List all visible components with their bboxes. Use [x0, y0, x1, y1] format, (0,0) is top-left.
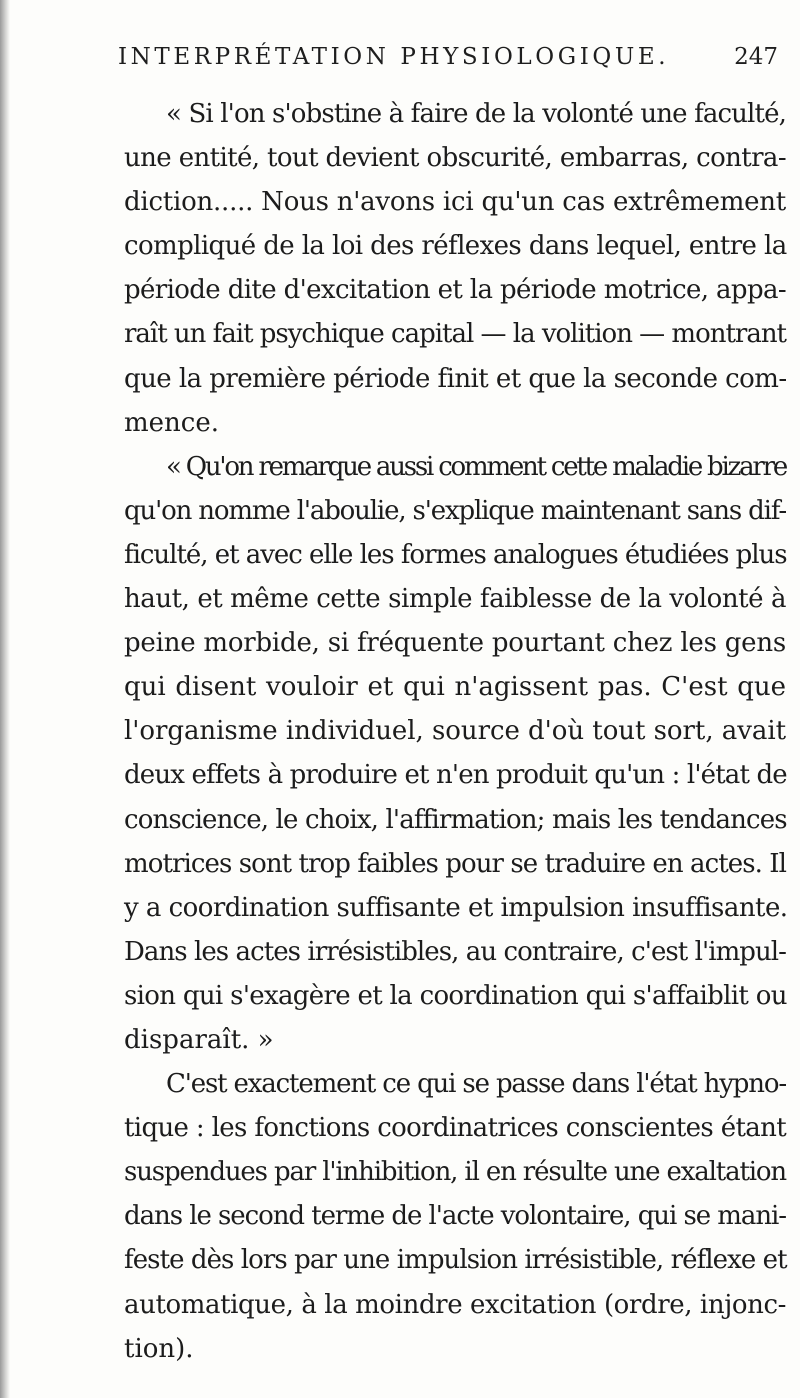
text-line: « Si l'on s'obstine à faire de la volonté une faculté, [166, 99, 786, 129]
text-line: diction..... Nous n'avons ici qu'un cas extrêmement [124, 187, 786, 218]
text-line: automatique, à la moindre excitation (ordre, injonc- [124, 1289, 786, 1320]
text-line: qui disent vouloir et qui n'agissent pas. C'est que [124, 672, 786, 703]
text-line: sion qui s'exagère et la coordination qui s'affaiblit ou [124, 980, 787, 1011]
text-line: C'est exactement ce qui se passe dans l'état hypno- [166, 1069, 787, 1100]
text-line: deux effets à produire et n'en produit qu'un : l'état de [124, 760, 787, 791]
text-line: Dans les actes irrésistibles, au contraire, c'est l'impul- [124, 936, 787, 967]
text-line: conscience, le choix, l'affirmation; mais les tendances [124, 804, 787, 835]
text-line: ficulté, et avec elle les formes analogues étudiées plus [124, 539, 787, 570]
body-text [124, 92, 786, 1371]
text-line: disparaît. » [124, 1024, 274, 1055]
running-head [118, 44, 778, 84]
text-line: mence. [124, 407, 219, 438]
text-line: compliqué de la loi des réflexes dans lequel, entre la [124, 231, 787, 262]
text-line: peine morbide, si fréquente pourtant chez les gens [124, 628, 786, 659]
text-line: que la première période finit et que la seconde com- [124, 363, 787, 394]
page-number: 247 [734, 44, 778, 70]
text-line: y a coordination suffisante et impulsion insuffisante. [124, 892, 788, 923]
text-line: motrices sont trop faibles pour se traduire en actes. Il [124, 848, 787, 879]
text-line: haut, et même cette simple faiblesse de la volonté à [124, 584, 787, 615]
text-line: tique : les fonctions coordinatrices conscientes étant [124, 1113, 786, 1144]
running-head-title: INTERPRÉTATION PHYSIOLOGIQUE. [118, 44, 670, 70]
text-line: l'organisme individuel, source d'où tout sort, avait [124, 716, 787, 747]
text-line: « Qu'on remarque aussi comment cette maladie bizarre [166, 451, 786, 482]
text-line: raît un fait psychique capital — la volition — montrant [124, 319, 787, 350]
page-gutter-shadow [0, 0, 10, 1398]
text-line: une entité, tout devient obscurité, embarras, contra- [124, 143, 786, 174]
text-line: dans le second terme de l'acte volontaire, qui se mani- [124, 1201, 786, 1232]
text-line: tion). [124, 1333, 194, 1364]
text-line: suspendues par l'inhibition, il en résulte une exaltation [124, 1157, 787, 1188]
text-line: feste dès lors par une impulsion irrésistible, réflexe et [124, 1245, 787, 1276]
text-line: période dite d'excitation et la période motrice, appa- [124, 275, 786, 306]
text-line: qu'on nomme l'aboulie, s'explique maintenant sans dif- [124, 495, 786, 526]
